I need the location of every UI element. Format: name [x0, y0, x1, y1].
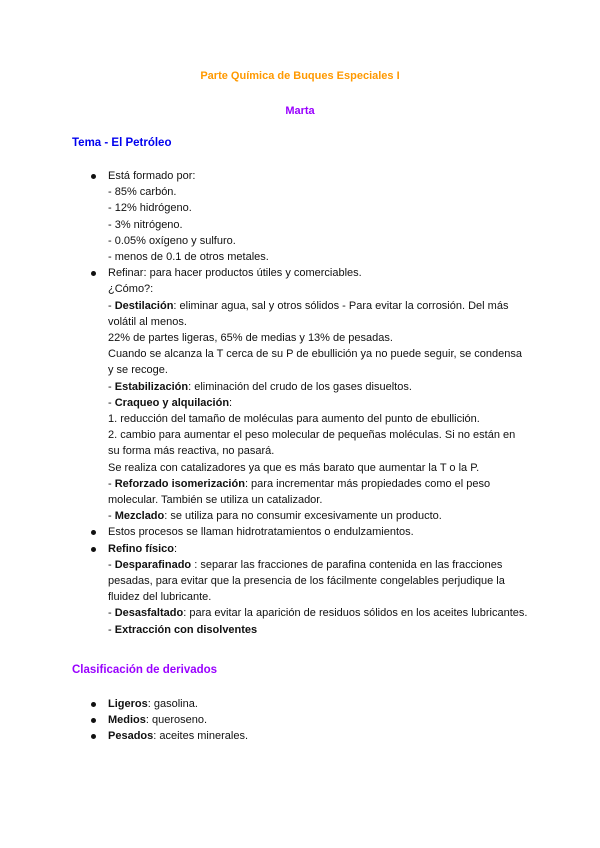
document-author: Marta	[285, 105, 315, 117]
craqueo-term: Craqueo y alquilación	[114, 396, 230, 409]
list-item-medios	[108, 712, 528, 728]
reforzado-paragraph	[108, 476, 528, 508]
pesados-term: Pesados	[108, 730, 154, 743]
composicion-line: - 12% hidrógeno.	[108, 202, 192, 215]
composicion-line: - 3% nitrógeno.	[108, 218, 183, 231]
dash: -	[108, 510, 115, 523]
destilacion-percentages: 22% de partes ligeras, 65% de medias y 13% de pesadas.	[108, 332, 393, 345]
list-item-hidrotratamientos	[108, 524, 528, 540]
destilacion-term: Destilación	[114, 299, 174, 312]
estabilizacion-paragraph	[108, 379, 528, 395]
section-heading-clasificacion: Clasificación de derivados	[72, 664, 218, 676]
dash: -	[108, 623, 115, 636]
composicion-line: - menos de 0.1 de otros metales.	[108, 251, 269, 264]
dash: -	[108, 380, 115, 393]
destilacion-text: : eliminar agua, sal y otros sólidos - Para evitar la corrosión. Del más volátil al menos.	[108, 299, 509, 328]
craqueo-step-2: 2. cambio para aumentar el peso molecular de pequeñas moléculas. Si no están en su forma más reactiva, no pasará.	[108, 429, 516, 458]
desasfaltado-text: : para evitar la aparición de residuos sólidos en los aceites lubricantes.	[183, 607, 528, 620]
desasfaltado-term: Desasfaltado	[114, 607, 184, 620]
estabilizacion-term: Estabilización	[114, 380, 189, 393]
list-item-pesados	[108, 728, 528, 744]
refino-fisico-heading	[108, 541, 528, 557]
refinar-intro: Refinar: para hacer productos útiles y comerciables.	[108, 267, 362, 280]
dash: -	[108, 607, 115, 620]
craqueo-colon: :	[229, 396, 233, 409]
pesados-text: : aceites minerales.	[153, 730, 249, 743]
reforzado-term: Reforzado isomerización	[114, 477, 245, 490]
extraccion-term: Extracción con disolventes	[114, 623, 258, 636]
medios-term: Medios	[108, 714, 146, 727]
craqueo-paragraph	[108, 395, 528, 411]
composicion-intro: Está formado por:	[108, 170, 196, 182]
ligeros-text: : gasolina.	[147, 698, 198, 710]
ligeros-term: Ligeros	[108, 698, 148, 710]
dash: -	[108, 477, 115, 490]
extraccion-paragraph	[108, 622, 528, 638]
craqueo-step-1: 1. reducción del tamaño de moléculas para aumento del punto de ebullición.	[108, 413, 480, 426]
dash: -	[108, 396, 115, 409]
dash: -	[108, 558, 115, 571]
desasfaltado-paragraph	[108, 605, 528, 621]
list-item-refinar	[108, 265, 528, 524]
reforzado-text: : para incrementar más propiedades como el peso molecular. También se utiliza un catalizador.	[108, 477, 491, 507]
section-heading-petroleo: Tema - El Petróleo	[72, 137, 172, 149]
craqueo-note: Se realiza con catalizadores ya que es más barato que aumentar la T o la P.	[108, 461, 480, 474]
petroleo-list	[108, 168, 528, 638]
hidrotratamientos-text: Estos procesos se llaman hidrotratamientos o endulzamientos.	[108, 526, 414, 539]
refino-fisico-term: Refino físico	[108, 542, 175, 555]
desparafinado-term: Desparafinado	[114, 558, 192, 571]
medios-text: : queroseno.	[145, 714, 208, 727]
composicion-line: - 85% carbón.	[108, 186, 177, 199]
list-item-composicion	[108, 168, 528, 265]
list-item-ligeros	[108, 696, 528, 712]
document-title: Parte Química de Buques Especiales I	[200, 70, 400, 82]
clasificacion-list	[108, 696, 528, 745]
estabilizacion-text: : eliminación del crudo de los gases disueltos.	[188, 380, 412, 393]
list-item-refino-fisico	[108, 541, 528, 638]
mezclado-text: : se utiliza para no consumir excesivamente un producto.	[164, 510, 442, 523]
destilacion-paragraph	[108, 298, 528, 330]
mezclado-paragraph	[108, 508, 528, 524]
refino-fisico-colon: :	[174, 542, 178, 555]
composicion-line: - 0.05% oxígeno y sulfuro.	[108, 234, 236, 247]
refinar-como: ¿Cómo?:	[108, 283, 154, 296]
mezclado-term: Mezclado	[114, 510, 165, 523]
destilacion-note: Cuando se alcanza la T cerca de su P de ebullición ya no puede seguir, se condensa y se recoge.	[108, 348, 523, 377]
dash: -	[108, 299, 115, 312]
desparafinado-text: : separar las fracciones de parafina contenida en las fracciones pesadas, para evitar que la presencia de los fácilmente congelables perjudique la fluidez del lubricante.	[108, 558, 505, 604]
desparafinado-paragraph	[108, 557, 528, 606]
